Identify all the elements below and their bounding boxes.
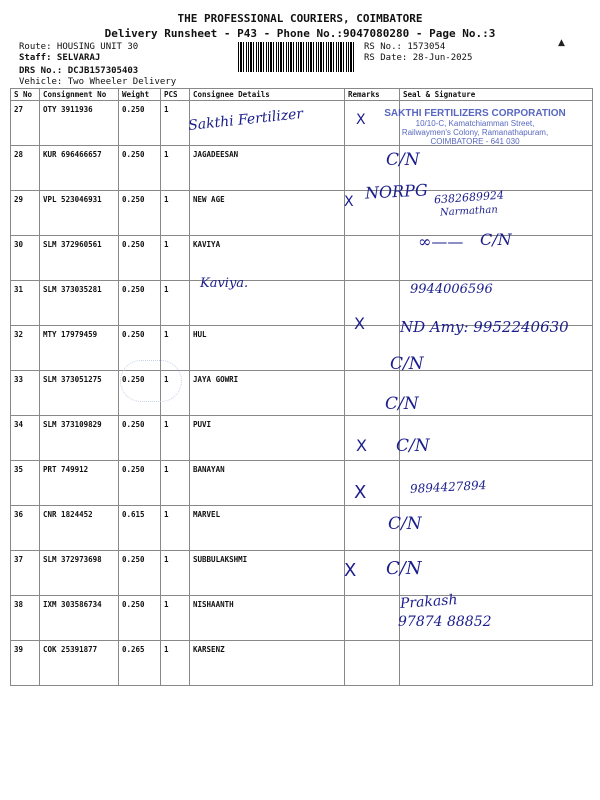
cell-weight: 0.250 — [119, 596, 161, 641]
handwritten-phone: 97874 88852 — [398, 614, 492, 630]
cell-pcs: 1 — [161, 236, 190, 281]
cell-consignment: SLM 372960561 — [40, 236, 119, 281]
col-consignment: Consignment No — [40, 89, 119, 101]
cell-remarks — [345, 596, 400, 641]
cell-consignment: COK 25391877 — [40, 641, 119, 686]
cell-consignment: MTY 17979459 — [40, 326, 119, 371]
x-mark: X — [356, 112, 366, 128]
cell-consignment: IXM 303586734 — [40, 596, 119, 641]
cell-pcs: 1 — [161, 281, 190, 326]
cell-weight: 0.250 — [119, 101, 161, 146]
cell-consignee: MARVEL — [190, 506, 345, 551]
table-row — [11, 371, 593, 416]
cell-pcs: 1 — [161, 191, 190, 236]
cell-remarks — [345, 416, 400, 461]
cell-consignment: VPL 523046931 — [40, 191, 119, 236]
cell-sno: 34 — [11, 416, 40, 461]
x-mark: X — [356, 436, 367, 455]
cell-weight: 0.250 — [119, 326, 161, 371]
staff-label: Staff: SELVARAJ — [19, 53, 101, 63]
cell-remarks — [345, 281, 400, 326]
handwritten-signature: C/N — [388, 514, 422, 534]
cell-consignee: JAGADEESAN — [190, 146, 345, 191]
cell-sno: 39 — [11, 641, 40, 686]
cell-sno: 35 — [11, 461, 40, 506]
stamp-line: Railwaymen's Colony, Ramanathapuram, — [401, 128, 549, 137]
table-row — [11, 551, 593, 596]
cell-sno: 37 — [11, 551, 40, 596]
stamp-line: COIMBATORE - 641 030 — [430, 137, 520, 146]
handwritten-signature: C/N — [385, 394, 419, 414]
cell-pcs: 1 — [161, 506, 190, 551]
cell-signature — [400, 371, 593, 416]
cell-consignee: BANAYAN — [190, 461, 345, 506]
cell-signature — [400, 506, 593, 551]
table-row — [11, 641, 593, 686]
cell-pcs: 1 — [161, 146, 190, 191]
cell-pcs: 1 — [161, 596, 190, 641]
cell-consignee: NISHAANTH — [190, 596, 345, 641]
cell-sno: 31 — [11, 281, 40, 326]
col-pcs: PCS — [161, 89, 190, 101]
cell-consignee: NEW AGE — [190, 191, 345, 236]
cell-remarks — [345, 461, 400, 506]
cell-sno: 36 — [11, 506, 40, 551]
x-mark: X — [344, 560, 357, 581]
handwritten-phone: 9894427894 — [409, 478, 487, 496]
cell-consignment: KUR 696466657 — [40, 146, 119, 191]
cell-pcs: 1 — [161, 326, 190, 371]
cell-weight: 0.250 — [119, 191, 161, 236]
vehicle-label: Vehicle: Two Wheeler Delivery — [19, 77, 177, 87]
cell-weight: 0.250 — [119, 551, 161, 596]
table-row — [11, 146, 593, 191]
cell-weight: 0.265 — [119, 641, 161, 686]
company-seal-stamp — [380, 108, 570, 146]
handwritten-signature: C/N — [386, 558, 422, 579]
cell-pcs: 1 — [161, 371, 190, 416]
cell-signature — [400, 146, 593, 191]
cell-sno: 33 — [11, 371, 40, 416]
company-title: THE PROFESSIONAL COURIERS, COIMBATORE — [177, 12, 423, 25]
x-mark: X — [354, 314, 365, 333]
cell-weight: 0.250 — [119, 461, 161, 506]
x-mark: X — [354, 482, 367, 503]
cell-weight: 0.615 — [119, 506, 161, 551]
cell-consignment: SLM 373109829 — [40, 416, 119, 461]
cell-weight: 0.250 — [119, 416, 161, 461]
cell-consignment: PRT 749912 — [40, 461, 119, 506]
cell-consignee: PUVI — [190, 416, 345, 461]
cell-sno: 32 — [11, 326, 40, 371]
table-row — [11, 461, 593, 506]
x-mark: X — [344, 194, 354, 210]
cell-consignment: SLM 373035281 — [40, 281, 119, 326]
handwritten-signature: C/N — [480, 230, 512, 249]
cell-sno: 38 — [11, 596, 40, 641]
rs-date: RS Date: 28-Jun-2025 — [364, 53, 473, 63]
table-row — [11, 506, 593, 551]
cell-remarks — [345, 641, 400, 686]
cell-consignee: KAVIYA — [190, 236, 345, 281]
handwritten-phone: 6382689924 — [433, 188, 505, 207]
cell-pcs: 1 — [161, 641, 190, 686]
col-consignee: Consignee Details — [190, 89, 345, 101]
cell-signature — [400, 641, 593, 686]
handwritten-consignee: Sakthi Fertilizer — [187, 106, 304, 134]
table-row — [11, 191, 593, 236]
cell-consignment: OTY 3911936 — [40, 101, 119, 146]
handwritten-consignee: Kaviya. — [200, 276, 249, 291]
cell-consignee: KARSENZ — [190, 641, 345, 686]
faint-stamp-impression — [120, 360, 182, 402]
col-signature: Seal & Signature — [400, 89, 593, 101]
drs-label: DRS No.: DCJB157305403 — [19, 66, 139, 76]
col-remarks: Remarks — [345, 89, 400, 101]
cell-weight: 0.250 — [119, 236, 161, 281]
handwritten-signature: C/N — [386, 150, 420, 170]
stamp-line: SAKTHI FERTILIZERS CORPORATION — [384, 108, 566, 119]
cell-sno: 30 — [11, 236, 40, 281]
cell-pcs: 1 — [161, 101, 190, 146]
handwritten-signature: NORPG — [364, 180, 429, 203]
handwritten-name: Narmathan — [439, 204, 499, 219]
cell-consignment: SLM 373051275 — [40, 371, 119, 416]
stamp-line: 10/10-C, Kamatchiamman Street, — [415, 119, 535, 128]
cell-consignment: CNR 1824452 — [40, 506, 119, 551]
cell-signature — [400, 551, 593, 596]
cell-sno: 28 — [11, 146, 40, 191]
cell-pcs: 1 — [161, 461, 190, 506]
cell-remarks — [345, 236, 400, 281]
handwritten-signature: ND Amy: 9952240630 — [400, 318, 569, 336]
handwritten-phone: 9944006596 — [410, 282, 493, 297]
arrow-icon: ▲ — [558, 38, 565, 48]
cell-consignee: HUL — [190, 326, 345, 371]
cell-consignee: SUBBULAKSHMI — [190, 551, 345, 596]
col-weight: Weight — [119, 89, 161, 101]
route-label: Route: HOUSING UNIT 30 — [19, 42, 139, 52]
runsheet-subtitle: Delivery Runsheet - P43 - Phone No.:9047080280 - Page No.:3 — [104, 27, 496, 40]
table-header-row — [11, 89, 593, 101]
handwritten-signature: C/N — [396, 436, 430, 456]
table-row — [11, 596, 593, 641]
cell-consignee: JAYA GOWRI — [190, 371, 345, 416]
runsheet-table — [10, 88, 593, 686]
cell-sno: 29 — [11, 191, 40, 236]
cell-weight: 0.250 — [119, 281, 161, 326]
barcode — [238, 42, 356, 72]
rs-number: RS No.: 1573054 — [364, 42, 446, 52]
cell-sno: 27 — [11, 101, 40, 146]
cell-pcs: 1 — [161, 551, 190, 596]
cell-consignment: SLM 372973698 — [40, 551, 119, 596]
col-sno: S No — [11, 89, 40, 101]
handwritten-signature: Prakash — [399, 592, 458, 612]
handwritten-signature: C/N — [390, 354, 424, 374]
table-row — [11, 416, 593, 461]
cell-weight: 0.250 — [119, 146, 161, 191]
cell-pcs: 1 — [161, 416, 190, 461]
scribble-mark: ∞—— — [418, 232, 464, 251]
cell-weight: 0.250 — [119, 371, 161, 416]
